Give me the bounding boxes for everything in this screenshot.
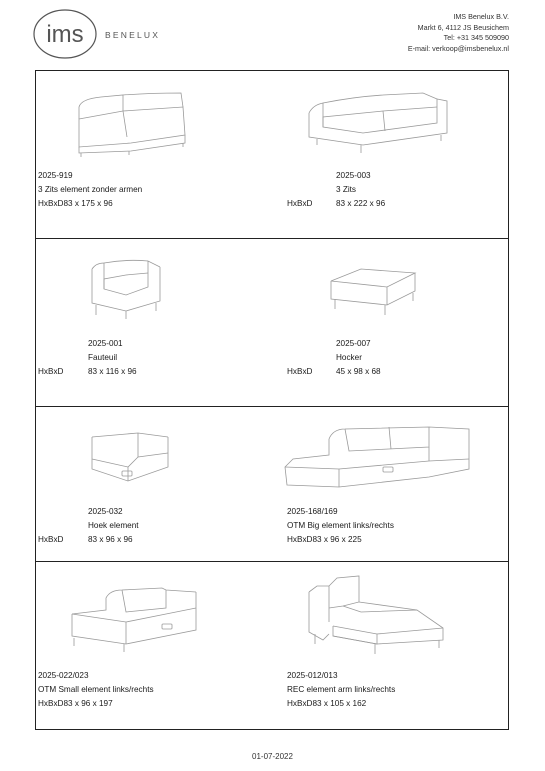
- product-grid: [35, 70, 509, 730]
- product-code: 2025-012/013: [287, 671, 338, 680]
- product-name: Hocker: [336, 353, 362, 362]
- rec-element-illustration: [307, 574, 447, 660]
- product-code: 2025-003: [336, 171, 371, 180]
- product-dimensions: HxBxD83 x 175 x 96: [38, 199, 113, 208]
- product-card: [273, 71, 510, 238]
- dimension-label: HxBxD: [38, 367, 64, 376]
- product-name: REC element arm links/rechts: [287, 685, 396, 694]
- otm-small-illustration: [66, 580, 226, 656]
- product-dimensions: HxBxD83 x 96 x 197: [38, 699, 113, 708]
- product-dimensions: 83 x 96 x 96: [88, 535, 133, 544]
- product-row: [36, 407, 508, 562]
- dimension-label: HxBxD: [287, 367, 313, 376]
- product-dimensions: 45 x 98 x 68: [336, 367, 381, 376]
- sofa-3-seat-illustration: [303, 87, 453, 159]
- company-contact: [408, 12, 509, 54]
- product-card: [36, 239, 273, 406]
- product-name: OTM Big element links/rechts: [287, 521, 394, 530]
- product-row: [36, 562, 508, 731]
- company-name: IMS Benelux B.V.: [453, 12, 509, 21]
- corner-element-illustration: [88, 427, 172, 493]
- product-row: [36, 71, 508, 239]
- product-dimensions: 83 x 116 x 96: [88, 367, 137, 376]
- product-card: [36, 407, 273, 561]
- product-code: 2025-022/023: [38, 671, 89, 680]
- company-logo: [33, 8, 173, 60]
- otm-big-illustration: [279, 421, 479, 495]
- company-email: E-mail: verkoop@imsbenelux.nl: [407, 43, 509, 53]
- svg-text:BENELUX: BENELUX: [105, 30, 161, 40]
- product-card: [273, 239, 510, 406]
- dimension-label: HxBxD: [38, 535, 64, 544]
- product-name: Hoek element: [88, 521, 139, 530]
- product-dimensions: 83 x 222 x 96: [336, 199, 386, 208]
- dimension-label: HxBxD: [287, 199, 313, 208]
- product-name: 3 Zits element zonder armen: [38, 185, 143, 194]
- product-code: 2025-919: [38, 171, 73, 180]
- product-row: [36, 239, 508, 407]
- product-card: [36, 71, 273, 238]
- product-card: [273, 407, 510, 561]
- company-address: Markt 6, 4112 JS Beusichem: [417, 22, 509, 32]
- svg-text:ims: ims: [46, 21, 84, 48]
- product-name: OTM Small element links/rechts: [38, 685, 154, 694]
- product-code: 2025-001: [88, 339, 123, 348]
- document-date: 01-07-2022: [252, 752, 293, 761]
- product-code: 2025-032: [88, 507, 123, 516]
- company-phone: Tel: +31 345 509090: [443, 33, 509, 43]
- armchair-illustration: [86, 255, 166, 327]
- product-code: 2025-168/169: [287, 507, 338, 516]
- product-code: 2025-007: [336, 339, 371, 348]
- product-card: [273, 562, 510, 731]
- product-card: [36, 562, 273, 731]
- sofa-no-arms-illustration: [71, 89, 191, 161]
- product-dimensions: HxBxD83 x 96 x 225: [287, 535, 362, 544]
- product-name: Fauteuil: [88, 353, 118, 362]
- product-dimensions: HxBxD83 x 105 x 162: [287, 699, 367, 708]
- product-name: 3 Zits: [336, 185, 357, 194]
- ottoman-illustration: [325, 259, 421, 327]
